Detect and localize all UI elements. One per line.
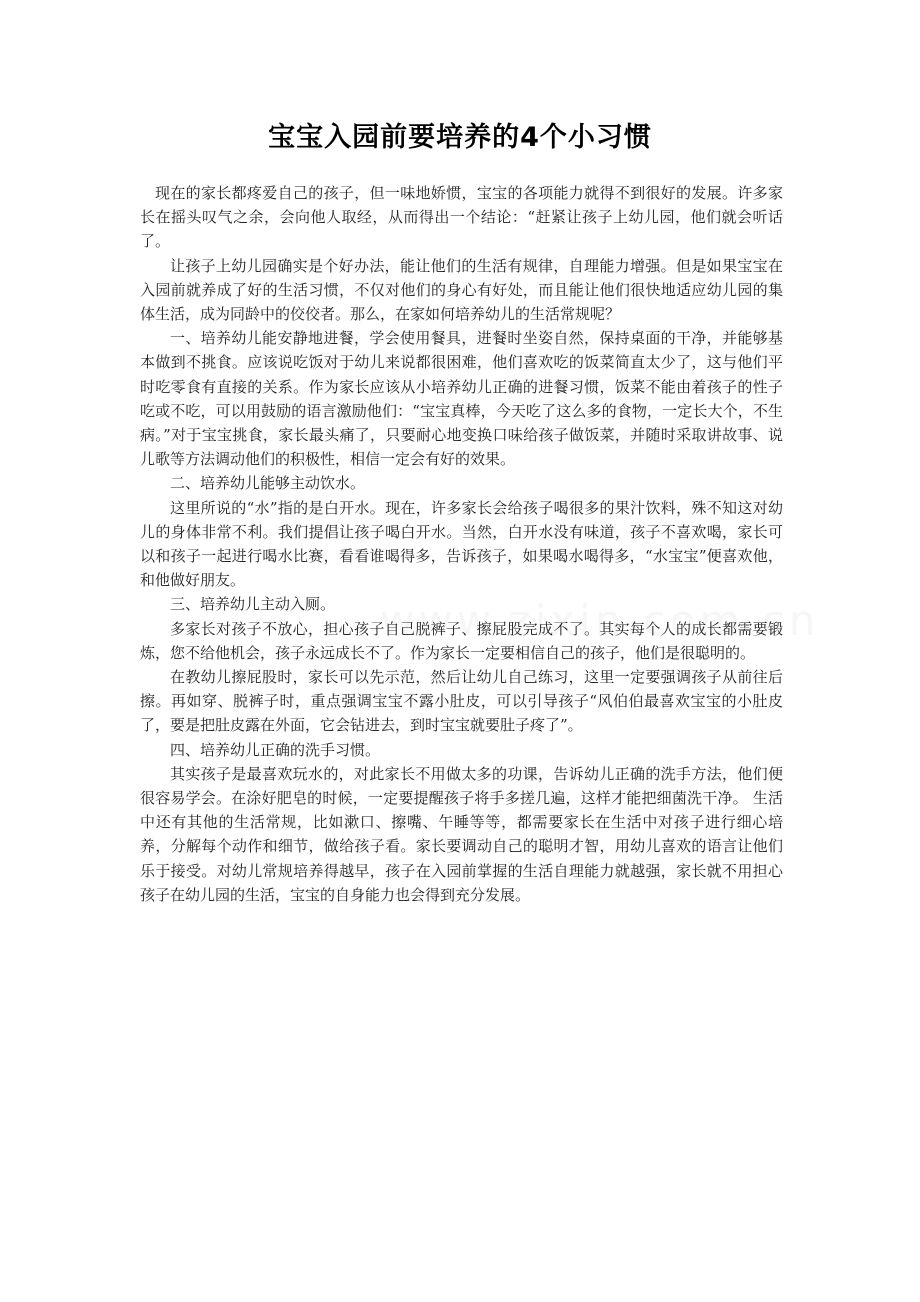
- body-paragraph: 其实孩子是最喜欢玩水的，对此家长不用做太多的功课，告诉幼儿正确的洗手方法，他们便很容易学会。在涂好肥皂的时候，一定要提醒孩子将手多搓几遍，这样才能把细菌洗干净。 生活中还有其他的生活常规，比如漱口、擦嘴、午睡等等，都需要家长在生活中对孩子进行细心培养，分解每个动作和细节，做给孩子看。家长要调动自己的聪明才智，用幼儿喜欢的语言让他们乐于接受。对幼儿常规培养得越早，孩子在入园前掌握的生活自理能力就越强，家长就不用担心孩子在幼儿园的生活，宝宝的自身能力也会得到充分发展。: [140, 764, 783, 904]
- body-paragraph: 现在的家长都疼爱自己的孩子，但一味地娇惯，宝宝的各项能力就得不到很好的发展。许多家长在摇头叹气之余，会向他人取经，从而得出一个结论：“赶紧让孩子上幼儿园，他们就会听话了。: [140, 184, 783, 251]
- section-heading-handwashing: 四、培养幼儿正确的洗手习惯。: [170, 740, 381, 759]
- section-heading-toilet: 三、培养幼儿主动入厕。: [170, 595, 336, 614]
- document-body: [140, 181, 783, 907]
- body-paragraph: 让孩子上幼儿园确实是个好办法，能让他们的生活有规律，自理能力增强。但是如果宝宝在入园前就养成了好的生活习惯，不仅对他们的身心有好处，而且能让他们很快地适应幼儿园的集体生活，成为同龄中的佼佼者。那么，在家如何培养幼儿的生活常规呢？: [140, 256, 783, 324]
- document-title: 宝宝入园前要培养的4个小习惯: [268, 122, 652, 153]
- body-paragraph: 多家长对孩子不放心，担心孩子自己脱裤子、擦屁股完成不了。其实每个人的成长都需要锻炼，您不给他机会，孩子永远成长不了。作为家长一定要相信自己的孩子，他们是很聪明的。: [140, 619, 783, 662]
- section-heading-drinking: 二、培养幼儿能够主动饮水。: [170, 474, 366, 493]
- body-paragraph: 在教幼儿擦屁股时，家长可以先示范，然后让幼儿自己练习，这里一定要强调孩子从前往后擦。再如穿、脱裤子时，重点强调宝宝不露小肚皮，可以引导孩子“风伯伯最喜欢宝宝的小肚皮了，要是把肚皮露在外面，它会钻进去，到时宝宝就要肚子疼了”。: [140, 668, 783, 735]
- section-paragraph-eating: 一、培养幼儿能安静地进餐，学会使用餐具，进餐时坐姿自然，保持桌面的干净，并能够基本做到不挑食。应该说吃饭对于幼儿来说都很困难，他们喜欢吃的饭菜简直太少了，这与他们平时吃零食有直接的关系。作为家长应该从小培养幼儿正确的进餐习惯，饭菜不能由着孩子的性子吃或不吃，可以用鼓励的语言激励他们：“宝宝真棒，今天吃了这么多的食物，一定长大个，不生病。”对于宝宝挑食，家长最头痛了，只要耐心地变换口味给孩子做饭菜，并随时采取讲故事、说儿歌等方法调动他们的积极性，相信一定会有好的效果。: [140, 329, 783, 469]
- body-paragraph: 这里所说的“水”指的是白开水。现在，许多家长会给孩子喝很多的果汁饮料，殊不知这对幼儿的身体非常不利。我们提倡让孩子喝白开水。当然，白开水没有味道，孩子不喜欢喝，家长可以和孩子一起进行喝水比赛，看看谁喝得多，告诉孩子，如果喝水喝得多，“水宝宝”便喜欢他，和他做好朋友。: [140, 498, 783, 590]
